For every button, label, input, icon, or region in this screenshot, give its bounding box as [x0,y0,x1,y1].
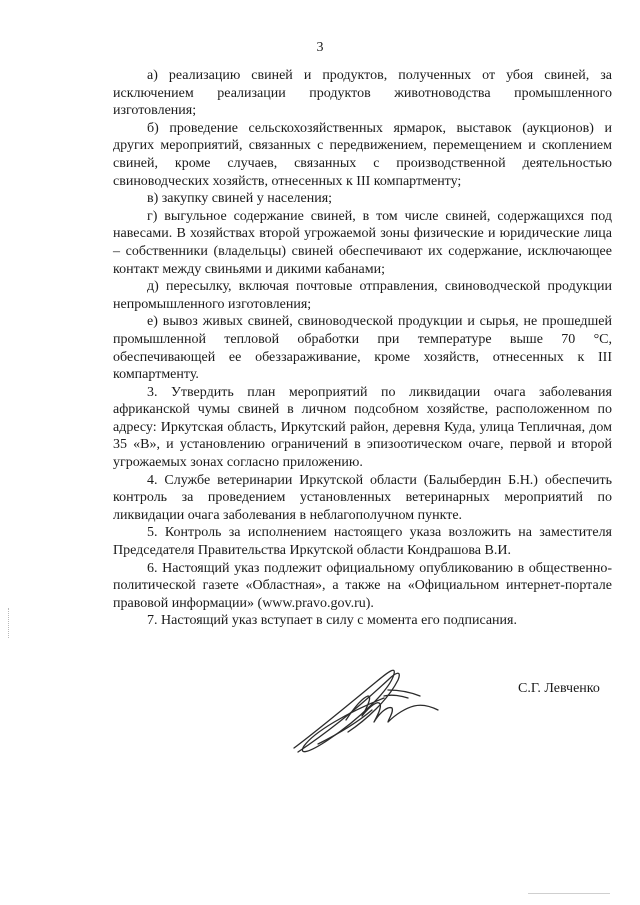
document-body [113,67,612,630]
margin-scan-mark [8,608,10,638]
paragraph-e: е) вывоз живых свиней, свиноводческой продукции и сырья, не прошедшей промышленной тепловой обработки при температуре выше 70 °С, обеспечивающей ее обеззараживание, кроме хозяйств, отнесенных к III компартменту. [113,314,612,383]
signatory-name: С.Г. Левченко [518,681,600,696]
paragraph-g: г) выгульное содержание свиней, в том числе свиней, содержащихся под навесами. В хозяйствах второй угрожаемой зоны физические и юридические лица – собственники (владельцы) свиней обеспечивают их содержание, исключающее контакт между свиньями и дикими кабанами; [113,208,612,277]
paragraph-b: б) проведение сельскохозяйственных ярмарок, выставок (аукционов) и других мероприятий, связанных с передвижением, перемещением и скоплением свиней, кроме случаев, связанных с производственной деятельностью свиноводческих хозяйств, отнесенных к III компартменту; [113,120,612,189]
paragraph-6: 6. Настоящий указ подлежит официальному опубликованию в общественно-политической газете «Областная», а также на «Официальном интернет-портале правовой информации» (www.pravo.gov.ru). [113,560,612,611]
paragraph-d: д) пересылку, включая почтовые отправления, свиноводческой продукции непромышленного изготовления; [113,279,612,312]
paragraph-5: 5. Контроль за исполнением настоящего указа возложить на заместителя Председателя Правительства Иркутской области Кондрашова В.И. [113,525,612,559]
handwritten-signature [288,660,448,765]
paragraph-a: а) реализацию свиней и продуктов, полученных от убоя свиней, за исключением реализации продуктов животноводства промышленного изготовления; [113,68,612,119]
paragraph-7: 7. Настоящий указ вступает в силу с момента его подписания. [147,613,517,629]
paragraph-4: 4. Службе ветеринарии Иркутской области (Балыбердин Б.Н.) обеспечить контроль за проведением установленных ветеринарных мероприятий по ликвидации очага заболевания в неблагополучном пункте. [113,472,612,523]
footer-scan-mark [528,893,610,894]
page-number: 3 [316,40,324,55]
paragraph-v: в) закупку свиней у населения; [147,191,333,207]
paragraph-3: 3. Утвердить план мероприятий по ликвидации очага заболевания африканской чумы свиней в личном подсобном хозяйстве, расположенном по адресу: Иркутская область, Иркутский район, деревня Куда, улица Тепличная, дом 35 «В», и установлению ограничений в эпизоотическом очаге, первой и второй угрожаемых зонах согласно приложению. [113,384,612,471]
